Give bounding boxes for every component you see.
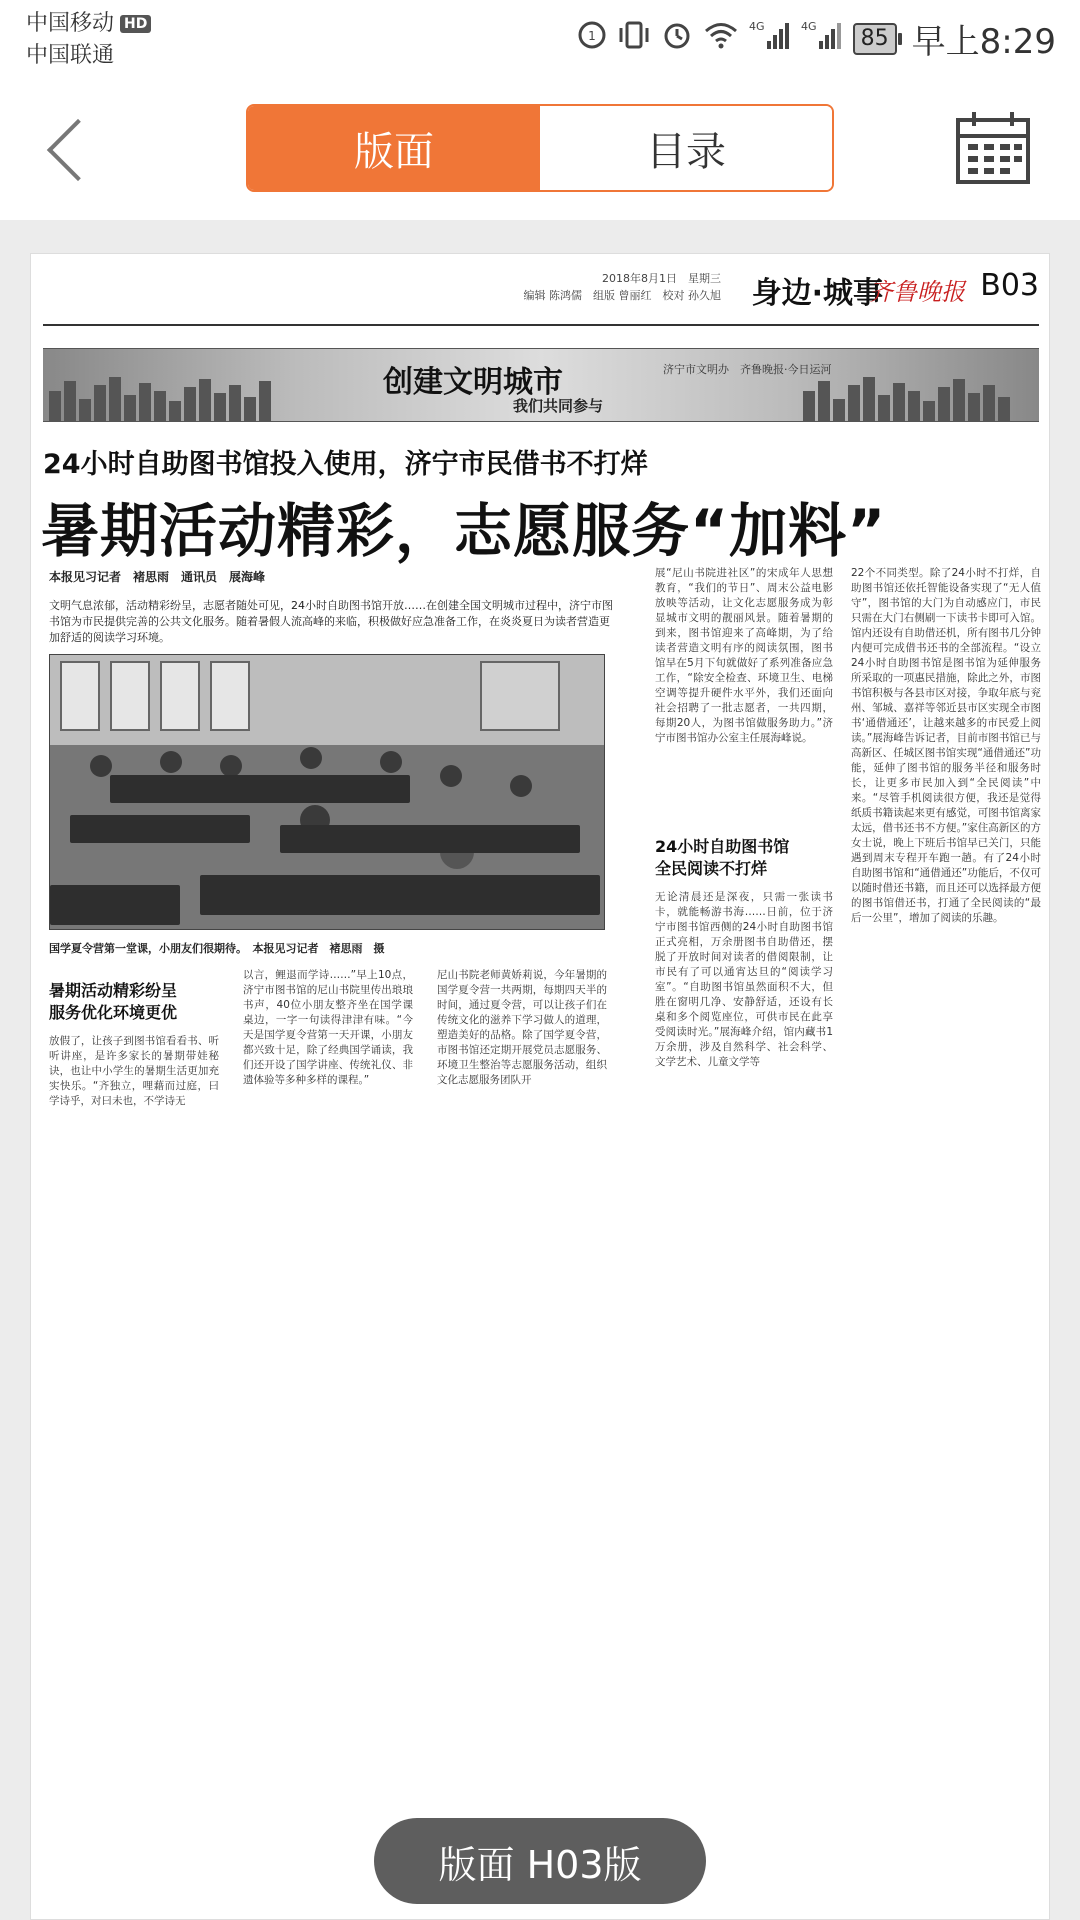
editors-line: 编辑 陈鸿儒 组版 曾丽红 校对 孙久旭: [523, 289, 721, 302]
article-lead: 文明气息浓郁，活动精彩纷呈，志愿者随处可见，24小时自助图书馆开放……在创建全国文明城市过程中，济宁市图书馆为市民提供完善的公共文化服务。随着暑假人流高峰的来临，积极做好应急准备工作，在炎炎夏日为读者营造更加舒适的阅读学习环境。: [49, 599, 613, 644]
battery-level: 85: [853, 23, 897, 55]
signal-4g-label: 4G: [748, 20, 765, 33]
city-skyline-image: [49, 375, 271, 421]
alarm-icon: [661, 19, 693, 58]
data-saver-icon: [577, 20, 607, 57]
wifi-icon: [703, 20, 739, 57]
vibrate-icon: [617, 20, 651, 57]
page-edition-button[interactable]: 版面 H03版: [374, 1818, 706, 1904]
article-column-4: 展“尼山书院进社区”的宋成年人思想教育，“我们的节日”、周末公益电影放映等活动，让文化志愿服务成为彰显城市文明的靓丽风景。随着暑期的到来，图书馆迎来了高峰期，为了给读者营造文明有序的阅读氛围，图书馆早在5月下旬就做好了系列准备应急工作，“除安全检查、环境卫生、电梯空调等提升硬件水平外，我们还面向社会招聘了一批志愿者，一共四期，每期20人，为图书馆做服务助力。”济宁市图书馆办公室主任展海峰说。: [655, 567, 833, 744]
campaign-banner: [43, 348, 1039, 422]
classroom-photo: [49, 654, 605, 930]
banner-subtitle: 我们共同参与: [513, 397, 604, 415]
paper-logo: 齐鲁晚报: [869, 278, 965, 306]
tab-layout[interactable]: 版面: [248, 106, 540, 190]
article-column-1: 放假了，让孩子到图书馆看看书、听听讲座，是许多家长的暑期带娃秘诀，也让中小学生的暑期生活更加充实快乐。“齐独立，哩藉而过庭，曰学诗乎，对曰未也，不学诗无: [49, 1035, 219, 1107]
subhead-2: 24小时自助图书馆 全民阅读不打烊: [655, 837, 790, 878]
article-byline: 本报见习记者 褚思雨 通讯员 展海峰: [49, 570, 266, 584]
masthead: [31, 254, 1051, 324]
signal-4g-icon: [749, 19, 791, 58]
masthead-meta: [524, 270, 722, 304]
signal-4g-label: 4G: [800, 20, 817, 33]
carrier-1: 中国移动: [26, 11, 115, 36]
article-column-4b: 无论清晨还是深夜，只需一张读书卡，就能畅游书海……日前，位于济宁市图书馆西侧的24小时自助图书馆正式亮相，万余册图书自助借还，摆脱了开放时间对读者的借阅限制，让市民有了可以通宵达旦的“阅读学习室”。“自助图书馆虽然面积不大，但胜在窗明几净、安静舒适，还设有长桌和多个阅览座位，可供市民在此享受阅读时光。”展海峰介绍，馆内藏书1万余册，涉及自然科学、社会科学、文学艺术、儿童文学等: [655, 891, 833, 1068]
photo-caption: 国学夏令营第一堂课，小朋友们很期待。 本报见习记者 褚思雨 摄: [49, 942, 385, 955]
divider: [43, 324, 1039, 326]
svg-text:1: 1: [587, 29, 596, 43]
article-kicker: 24小时自助图书馆投入使用，济宁市民借书不打烊: [43, 449, 648, 480]
hd-badge: HD: [120, 15, 151, 33]
status-bar: [0, 0, 1080, 80]
newspaper-page[interactable]: [30, 253, 1050, 1920]
article-column-5: 22个不同类型。除了24小时不打烊，自助图书馆还依托智能设备实现了“无人值守”，图书馆的大门为自动感应门，市民只需在大门右侧刷一下读书卡即可入馆。馆内还设有自助借还机，所有图书几分钟内便可完成借书还书的全部流程。“设立24小时自助图书馆是图书馆为延伸服务所采取的一项惠民措施，除此之外，市图书馆积极与各县市区对接，争取年底与兖州、邹城、嘉祥等邻近县市区实现全市图书‘通借通还’，让越来越多的市民爱上阅读。”展海峰告诉记者，目前市图书馆已与高新区、任城区图书馆实现“通借通还”功能，延伸了图书馆的服务半径和服务时长，让更多市民加入到“全民阅读”中来。“尽管手机阅读很方便，我还是觉得纸质书籍读起来更有感觉，可图书馆离家太远，借书还书不方便。”家住高新区的方女士说，晚上下班后书馆早已关门，只能遇到周末专程开车跑一趟。有了24小时自助图书馆和“通借通还”功能后，不仅可以随时借还书籍，而且还可以选择最方便的图书馆借还书，打通了全民阅读的“最后一公里”，增加了阅读的乐趣。: [851, 567, 1041, 924]
article-column-2: 以言，鲤退而学诗……”早上10点，济宁市图书馆的尼山书院里传出琅琅书声，40位小朋友整齐坐在国学课桌边，一字一句读得津津有味。“今天是国学夏令营第一天开课，小朋友都兴致十足，除了经典国学诵读，我们还开设了国学讲座、传统礼仪、非遗体验等多种多样的课程。”: [243, 969, 413, 1086]
subhead-1: 暑期活动精彩纷呈 服务优化环境更优: [49, 981, 178, 1022]
banner-organizers: 济宁市文明办 齐鲁晚报·今日运河: [663, 363, 832, 376]
system-icons: [577, 14, 1056, 63]
top-nav-bar: [0, 80, 1080, 220]
date-line: 2018年8月1日 星期三: [602, 272, 721, 285]
calendar-button[interactable]: [954, 108, 1032, 186]
article-column-3: 尼山书院老师黄娇莉说，今年暑期的国学夏令营一共两期，每期四天半的时间，通过夏令营，可以让孩子们在传统文化的滋养下学习做人的道理，塑造美好的品格。除了国学夏令营，市图书馆还定期开展党员志愿服务、环境卫生整治等志愿服务活动，组织文化志愿服务团队开: [437, 969, 607, 1086]
calendar-icon: [954, 108, 1032, 186]
clock: 早上8:29: [911, 22, 1056, 62]
back-button[interactable]: [40, 110, 100, 190]
carrier-2: 中国联通: [26, 43, 115, 68]
tab-contents[interactable]: 目录: [540, 106, 832, 190]
view-tabs: [246, 104, 834, 192]
article-headline: 暑期活动精彩，志愿服务“加料”: [41, 497, 887, 565]
page-code: B03: [980, 268, 1039, 303]
banner-title: 创建文明城市: [383, 365, 563, 400]
chevron-left-icon: [47, 119, 109, 181]
signal-4g-icon: [801, 19, 843, 58]
battery-icon: [853, 23, 902, 55]
city-skyline-image: [803, 375, 1010, 421]
section-name: 身边·城事: [751, 276, 883, 311]
carrier-info: [26, 8, 151, 72]
